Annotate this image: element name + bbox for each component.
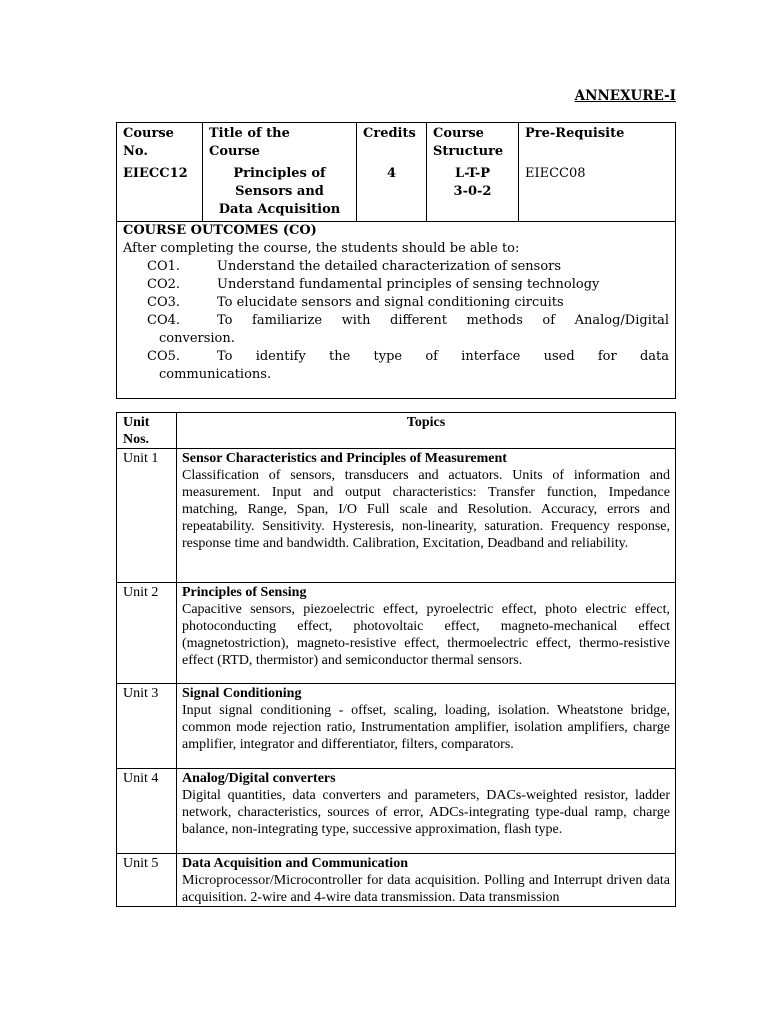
units-header-row bbox=[117, 413, 676, 449]
unit-topic-title: Principles of Sensing bbox=[182, 585, 307, 600]
co-item bbox=[123, 258, 669, 276]
unit-no-header bbox=[117, 413, 177, 449]
course-info-table bbox=[116, 122, 676, 399]
co-text: To elucidate sensors and signal conditioning circuits bbox=[217, 295, 564, 310]
unit-no-header-line2: Nos. bbox=[123, 432, 150, 447]
course-title-line2: Sensors and bbox=[235, 184, 324, 199]
co-item bbox=[123, 348, 669, 366]
unit-label: Unit 3 bbox=[117, 684, 177, 769]
credits-value: 4 bbox=[386, 166, 397, 181]
course-title-cell bbox=[203, 163, 357, 222]
unit-topic-cell bbox=[177, 769, 676, 854]
structure-ltp-label: L-T-P bbox=[454, 166, 491, 181]
unit-no-header-line1: Unit bbox=[123, 415, 150, 430]
header-credits bbox=[357, 123, 427, 164]
credits-cell bbox=[357, 163, 427, 222]
co-code: CO4. bbox=[147, 313, 181, 328]
course-header-row bbox=[117, 123, 676, 164]
co-code: CO2. bbox=[147, 277, 181, 292]
unit-topic-title: Analog/Digital converters bbox=[182, 771, 336, 786]
co-item bbox=[123, 312, 669, 330]
header-title-line1: Title of the bbox=[209, 126, 290, 141]
co-item bbox=[123, 276, 669, 294]
unit-topic-body: Digital quantities, data converters and parameters, DACs-weighted resistor, ladder network, characteristics, sources of error, ADCs-integrating type-dual ramp, charge balance, non-integrating type, successive approximation, flash type. bbox=[182, 788, 670, 837]
annexure-label: ANNEXURE-I bbox=[574, 88, 676, 104]
unit-row bbox=[117, 769, 676, 854]
co-code: CO3. bbox=[147, 295, 181, 310]
unit-topic-cell bbox=[177, 583, 676, 684]
unit-row bbox=[117, 583, 676, 684]
unit-topic-cell bbox=[177, 854, 676, 907]
header-structure-line2: Structure bbox=[433, 144, 504, 159]
prereq-value: EIECC08 bbox=[525, 166, 586, 181]
unit-topic-body: Classification of sensors, transducers and actuators. Units of information and measurement. Input and output characteristics: Transfer function, Impedance matching, Range, Span, I/O Full scale and Resolution. Accuracy, errors and repeatability. Sensitivity. Hysteresis, non-linearity, saturation. Frequency response, response time and bandwidth. Calibration, Excitation, Deadband and reliability. bbox=[182, 468, 670, 551]
header-title bbox=[203, 123, 357, 164]
unit-label: Unit 4 bbox=[117, 769, 177, 854]
co-code: CO1. bbox=[147, 259, 181, 274]
header-structure-line1: Course bbox=[433, 126, 484, 141]
header-prereq-text: Pre-Requisite bbox=[525, 126, 625, 141]
co-text: To familiarize with different methods of Analog/Digital bbox=[217, 313, 669, 328]
unit-topic-title: Sensor Characteristics and Principles of Measurement bbox=[182, 451, 507, 466]
header-course-no bbox=[117, 123, 203, 164]
unit-topic-title: Data Acquisition and Communication bbox=[182, 856, 408, 871]
course-no: EIECC12 bbox=[123, 166, 188, 181]
header-course-no-line1: Course bbox=[123, 126, 174, 141]
units-table bbox=[116, 412, 676, 907]
outcomes-intro: After completing the course, the students should be able to: bbox=[123, 241, 520, 256]
co-code: CO5. bbox=[147, 349, 181, 364]
structure-cell bbox=[427, 163, 519, 222]
co-text: Understand the detailed characterization of sensors bbox=[217, 259, 562, 274]
outcomes-row bbox=[117, 222, 676, 399]
header-credits-text: Credits bbox=[363, 126, 416, 141]
unit-label: Unit 2 bbox=[117, 583, 177, 684]
outcomes-title: COURSE OUTCOMES (CO) bbox=[123, 223, 317, 238]
unit-row bbox=[117, 449, 676, 583]
unit-topic-body: Capacitive sensors, piezoelectric effect, pyroelectric effect, photo electric effect, photoconducting effect, photovoltaic effect, magneto-mechanical effect (magnetostriction), magneto-resistive effect, thermoelectric effect, thermo-resistive effect (RTD, thermistor) and semiconductor thermal sensors. bbox=[182, 602, 670, 668]
unit-label: Unit 5 bbox=[117, 854, 177, 907]
unit-topic-cell bbox=[177, 449, 676, 583]
course-no-cell bbox=[117, 163, 203, 222]
structure-ltp-value: 3-0-2 bbox=[453, 184, 492, 199]
co-continuation: conversion. bbox=[159, 331, 235, 346]
unit-topic-title: Signal Conditioning bbox=[182, 686, 302, 701]
unit-topic-body: Microprocessor/Microcontroller for data acquisition. Polling and Interrupt driven data acquisition. 2-wire and 4-wire data transmission. Data transmission bbox=[182, 873, 670, 905]
unit-topic-cell bbox=[177, 684, 676, 769]
course-title-line1: Principles of bbox=[233, 166, 326, 181]
header-structure bbox=[427, 123, 519, 164]
header-prereq bbox=[519, 123, 676, 164]
topics-header: Topics bbox=[177, 413, 676, 449]
unit-row bbox=[117, 684, 676, 769]
unit-row bbox=[117, 854, 676, 907]
unit-topic-body: Input signal conditioning - offset, scaling, loading, isolation. Wheatstone bridge, common mode rejection ratio, Instrumentation amplifier, isolation amplifiers, charge amplifier, integrator and differentiator, filters, comparators. bbox=[182, 703, 670, 752]
co-item bbox=[123, 294, 669, 312]
prereq-cell bbox=[519, 163, 676, 222]
course-outcomes-section bbox=[117, 222, 676, 399]
co-text: To identify the type of interface used for data bbox=[217, 349, 669, 364]
course-title-line3: Data Acquisition bbox=[218, 202, 341, 217]
unit-label: Unit 1 bbox=[117, 449, 177, 583]
co-continuation: communications. bbox=[159, 367, 272, 382]
header-title-line2: Course bbox=[209, 144, 260, 159]
course-data-row bbox=[117, 163, 676, 222]
co-text: Understand fundamental principles of sensing technology bbox=[217, 277, 600, 292]
header-course-no-line2: No. bbox=[123, 144, 148, 159]
